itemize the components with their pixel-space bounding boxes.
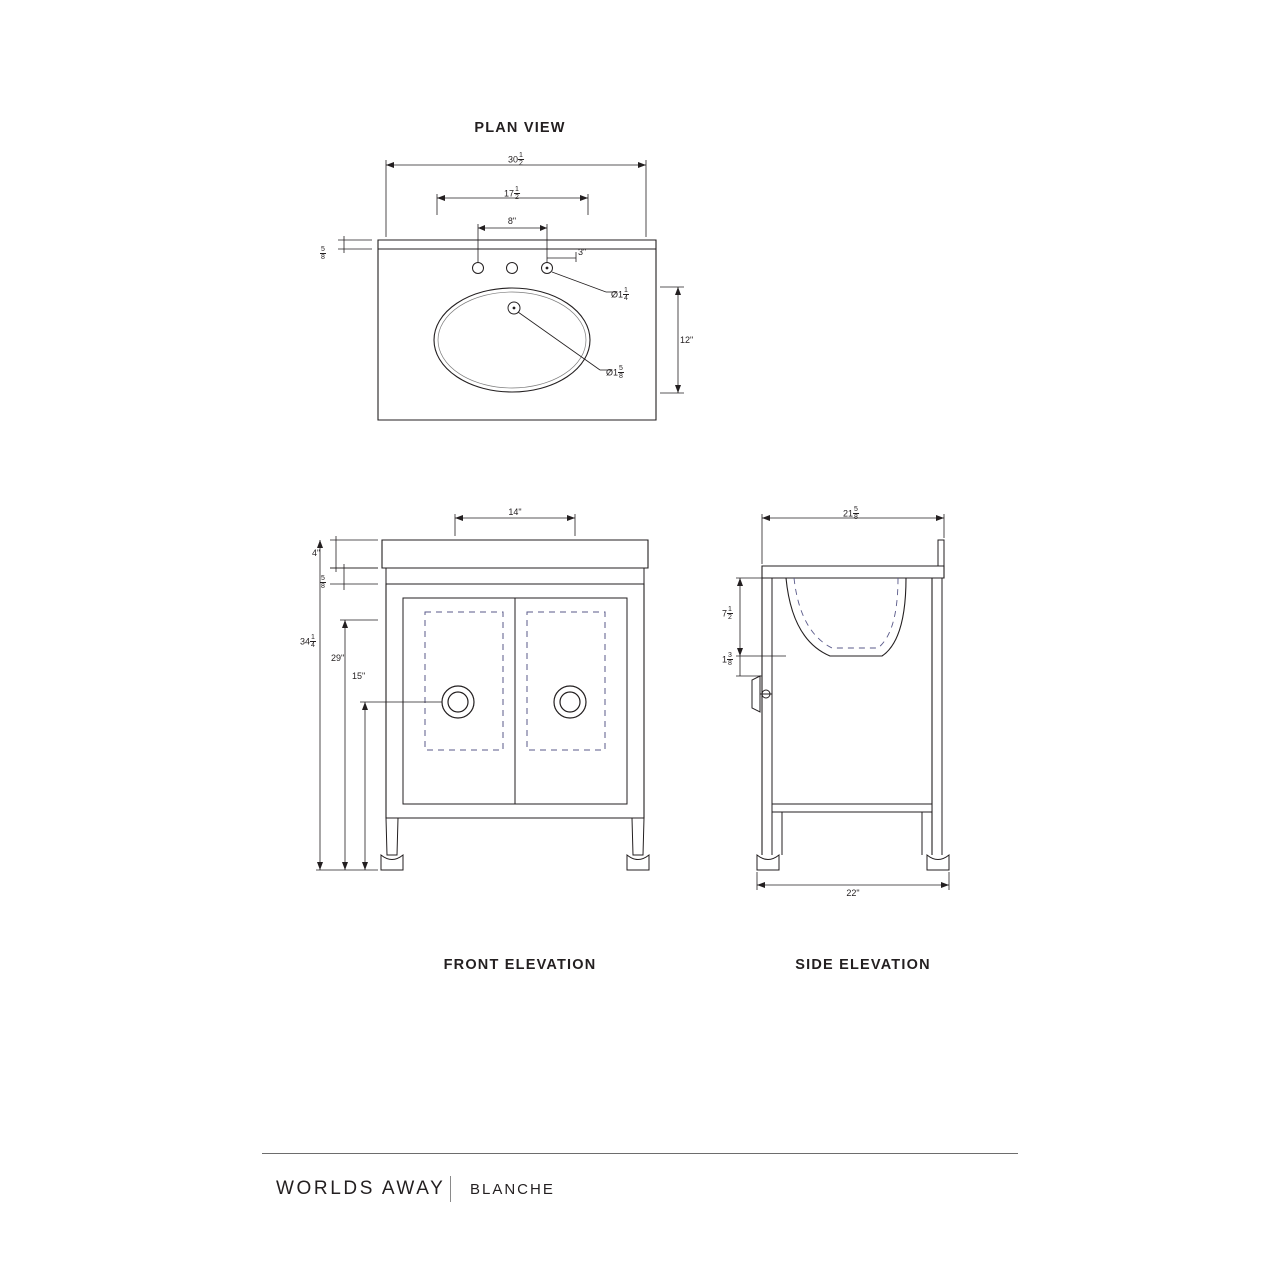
front-splash-height-label: 4" <box>312 548 321 558</box>
plan-hole-dia-1-label: Ø1 $\frac{1}{4}$ <box>611 287 628 302</box>
plan-hole-dia-2-label: Ø1 $\frac{5}{8}$ <box>606 365 623 380</box>
footer-separator <box>450 1176 451 1202</box>
front-counter-height-label: 29" <box>331 653 345 663</box>
side-overall-depth-label: 21 $\frac{5}{8}$ <box>843 506 858 521</box>
plan-view-title: PLAN VIEW <box>474 120 566 136</box>
front-elevation-title: FRONT ELEVATION <box>443 957 597 973</box>
plan-top-thickness-label: $\frac{5}{8}$ <box>321 246 325 261</box>
footer-divider <box>262 1153 1018 1154</box>
plan-hole-offset-label: 3" <box>578 247 587 257</box>
plan-overall-width-label: 30 $\frac{1}{2}$ <box>508 152 523 167</box>
plan-depth-label: 12" <box>680 335 694 345</box>
front-top-thickness-label: $\frac{5}{8}$ <box>321 575 325 590</box>
brand-name: WORLDS AWAY <box>276 1178 446 1199</box>
front-overall-height-label: 34 $\frac{1}{4}$ <box>300 634 315 649</box>
side-bowl-depth-label: 7 $\frac{1}{2}$ <box>722 606 732 621</box>
model-name: BLANCHE <box>470 1181 555 1198</box>
side-apron-label: 1 $\frac{3}{8}$ <box>722 652 732 667</box>
side-base-depth-label: 22" <box>846 888 860 898</box>
plan-faucet-spread-label: 17 $\frac{1}{2}$ <box>504 186 519 201</box>
front-knob-height-label: 15" <box>352 671 366 681</box>
front-door-width-label: 14" <box>508 507 522 517</box>
plan-center-spread-label: 8" <box>507 216 517 226</box>
side-elevation-title: SIDE ELEVATION <box>795 957 931 973</box>
